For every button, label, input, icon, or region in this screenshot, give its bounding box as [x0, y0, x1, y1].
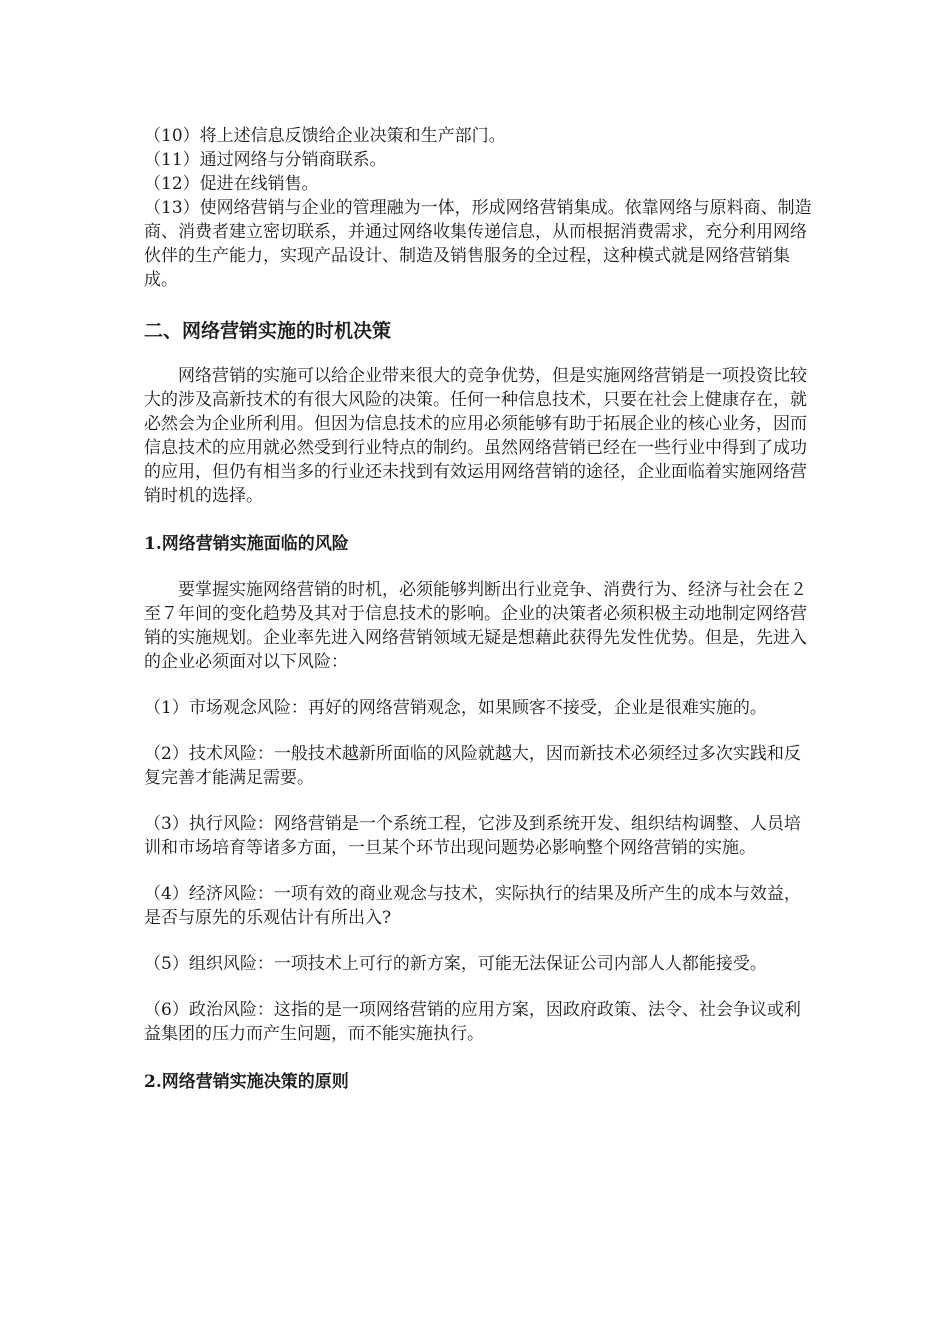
- risk-item-execution: （3）执行风险：网络营销是一个系统工程，它涉及到系统开发、组织结构调整、人员培训和市场培育等诸多方面，一旦某个环节出现问题势必影响整个网络营销的实施。: [144, 814, 801, 858]
- top-list: [144, 124, 812, 292]
- list-item-11: （11）通过网络与分销商联系。: [144, 150, 387, 170]
- risk-item-organization: （5）组织风险：一项技术上可行的新方案，可能无法保证公司内部人人都能接受。: [144, 954, 767, 974]
- risks-intro-paragraph: 要掌握实施网络营销的时机，必须能够判断出行业竞争、消费行为、经济与社会在２至７年间的变化趋势及其对于信息技术的影响。企业的决策者必须积极主动地制定网络营销的实施规划。企业率先进入网络营销领域无疑是想藉此获得先发性优势。但是，先进入的企业必须面对以下风险：: [144, 580, 807, 672]
- section-intro-paragraph: 网络营销的实施可以给企业带来很大的竞争优势，但是实施网络营销是一项投资比较大的涉及高新技术的有很大风险的决策。任何一种信息技术，只要在社会上健康存在，就必然会为企业所利用。但因为信息技术的应用必须能够有助于拓展企业的核心业务，因而信息技术的应用就必然受到行业特点的制约。虽然网络营销已经在一些行业中得到了成功的应用，但仍有相当多的行业还未找到有效运用网络营销的途径，企业面临着实施网络营销时机的选择。: [144, 366, 807, 506]
- risk-item-political: （6）政治风险：这指的是一项网络营销的应用方案，因政府政策、法令、社会争议或利益集团的压力而产生问题，而不能实施执行。: [144, 1000, 801, 1044]
- subheading-risks: 1.网络营销实施面临的风险: [144, 534, 349, 554]
- risk-item-economic: （4）经济风险：一项有效的商业观念与技术，实际执行的结果及所产生的成本与效益，是否与原先的乐观估计有所出入?: [144, 884, 801, 928]
- subheading-principles: 2.网络营销实施决策的原则: [144, 1072, 349, 1092]
- risk-list: [144, 696, 812, 1046]
- risk-item-market: （1）市场观念风险：再好的网络营销观念，如果顾客不接受，企业是很难实施的。: [144, 698, 767, 718]
- list-item-13: （13）使网络营销与企业的管理融为一体，形成网络营销集成。依靠网络与原料商、制造商、消费者建立密切联系，并通过网络收集传递信息，从而根据消费需求，充分利用网络伙伴的生产能力，实现产品设计、制造及销售服务的全过程，这种模式就是网络营销集成。: [144, 198, 812, 290]
- risk-item-technology: （2）技术风险：一般技术越新所面临的风险就越大，因而新技术必须经过多次实践和反复完善才能满足需要。: [144, 744, 801, 788]
- document-page: [144, 124, 812, 1116]
- section-heading-timing-decision: 二、网络营销实施的时机决策: [144, 320, 392, 342]
- list-item-12: （12）促进在线销售。: [144, 174, 319, 194]
- list-item-10: （10）将上述信息反馈给企业决策和生产部门。: [144, 126, 506, 146]
